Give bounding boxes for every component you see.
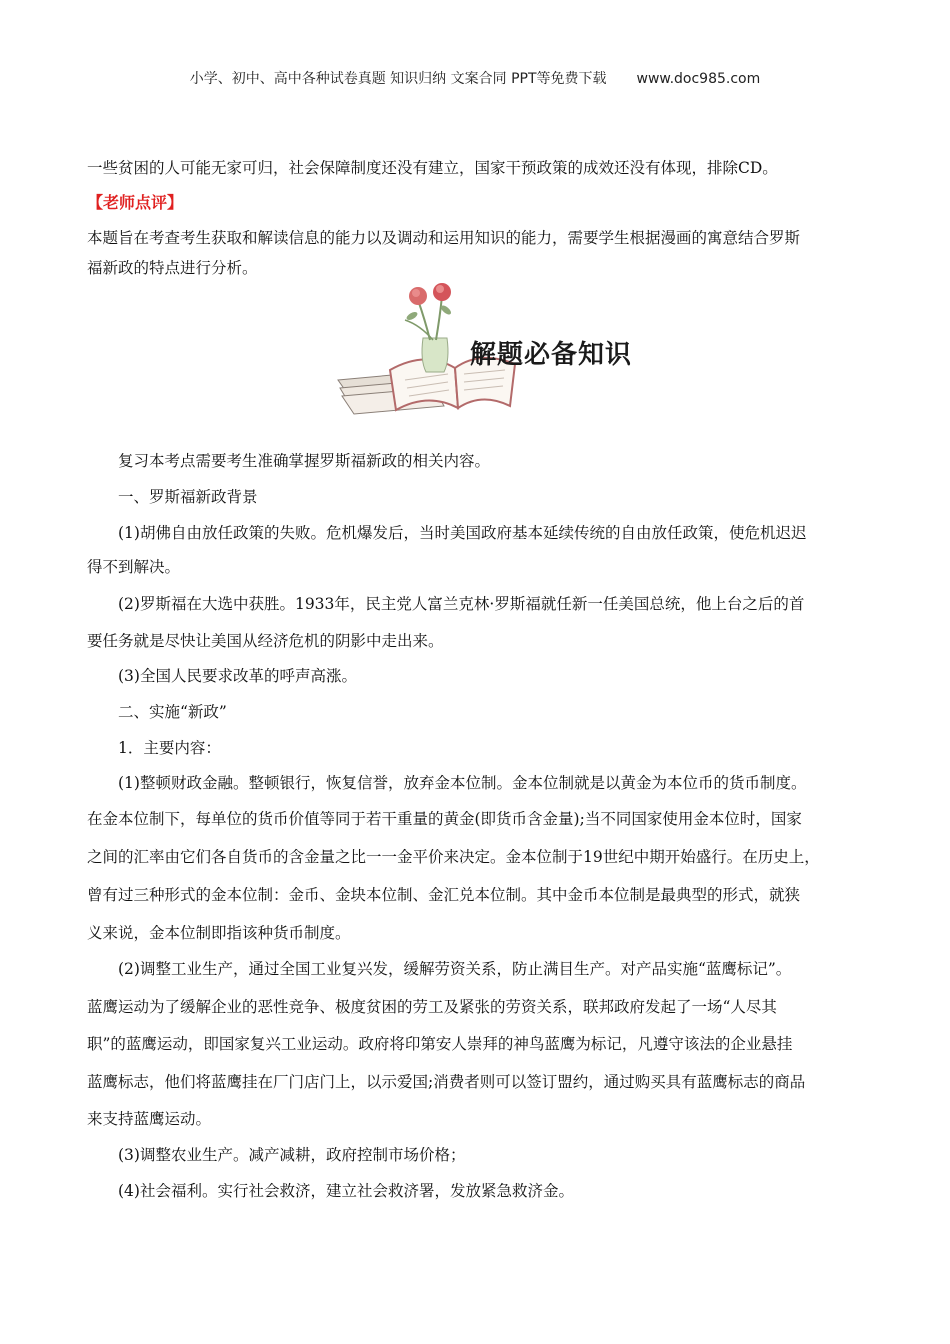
body-line: 之间的汇率由它们各自货币的含金量之比一一金平价来决定。金本位制于19世纪中期开始盛行。在历史上， bbox=[87, 848, 820, 866]
body-line: (4)社会福利。实行社会救济，建立社会救济署，发放紧急救济金。 bbox=[118, 1182, 574, 1200]
body-line: 蓝鹰运动为了缓解企业的恶性竞争、极度贫困的劳工及紧张的劳资关系，联邦政府发起了一场“人尽其 bbox=[87, 998, 777, 1016]
teacher-comment-line: 福新政的特点进行分析。 bbox=[87, 259, 258, 277]
body-line: 得不到解决。 bbox=[87, 558, 181, 576]
body-line: 职”的蓝鹰运动，即国家复兴工业运动。政府将印第安人崇拜的神鸟蓝鹰为标记，凡遵守该法的企业悬挂 bbox=[87, 1035, 793, 1053]
body-line: 在金本位制下，每单位的货币价值等同于若干重量的黄金(即货币含金量);当不同国家使用金本位时，国家 bbox=[87, 810, 802, 828]
header-text: 小学、初中、高中各种试卷真题 知识归纳 文案合同 PPT等免费下载 bbox=[189, 71, 607, 87]
body-line: (2)罗斯福在大选中获胜。1933年，民主党人富兰克林·罗斯福就任新一任美国总统，他上台之后的首 bbox=[118, 595, 805, 613]
body-line: (3)全国人民要求改革的呼声高涨。 bbox=[118, 667, 357, 685]
page-header bbox=[0, 68, 950, 88]
body-line: (1)胡佛自由放任政策的失败。危机爆发后，当时美国政府基本延续传统的自由放任政策，使危机迟迟 bbox=[118, 524, 807, 542]
body-line: 义来说，金本位制即指该种货币制度。 bbox=[87, 924, 351, 942]
body-line: (1)整顿财政金融。整顿银行，恢复信誉，放弃金本位制。金本位制就是以黄金为本位币的货币制度。 bbox=[118, 774, 807, 792]
body-line: 要任务就是尽快让美国从经济危机的阴影中走出来。 bbox=[87, 632, 444, 650]
teacher-comment-line: 本题旨在考查考生获取和解读信息的能力以及调动和运用知识的能力，需要学生根据漫画的寓意结合罗斯 bbox=[87, 229, 801, 247]
intro-line: 一些贫困的人可能无家可归，社会保障制度还没有建立，国家干预政策的成效还没有体现，排除CD。 bbox=[87, 159, 778, 177]
body-line: (2)调整工业生产，通过全国工业复兴发，缓解劳资关系，防止满目生产。对产品实施“蓝鹰标记”。 bbox=[118, 960, 792, 978]
body-line: 蓝鹰标志，他们将蓝鹰挂在厂门店门上，以示爱国;消费者则可以签订盟约，通过购买具有蓝鹰标志的商品 bbox=[87, 1073, 806, 1091]
section-heading: 二、实施“新政” bbox=[118, 703, 227, 721]
body-line: 曾有过三种形式的金本位制：金币、金块本位制、金汇兑本位制。其中金币本位制是最典型的形式，就狭 bbox=[87, 886, 801, 904]
subsection-heading: 1．主要内容： bbox=[118, 739, 221, 757]
body-line: 来支持蓝鹰运动。 bbox=[87, 1110, 212, 1128]
body-line: 复习本考点需要考生准确掌握罗斯福新政的相关内容。 bbox=[118, 452, 491, 470]
banner-title: 解题必备知识 bbox=[470, 340, 633, 370]
section-heading: 一、罗斯福新政背景 bbox=[118, 488, 258, 506]
teacher-comment-heading: 【老师点评】 bbox=[87, 193, 184, 212]
header-site-link[interactable]: www.doc985.com bbox=[636, 71, 761, 87]
body-line: (3)调整农业生产。减产减耕，政府控制市场价格； bbox=[118, 1146, 466, 1164]
